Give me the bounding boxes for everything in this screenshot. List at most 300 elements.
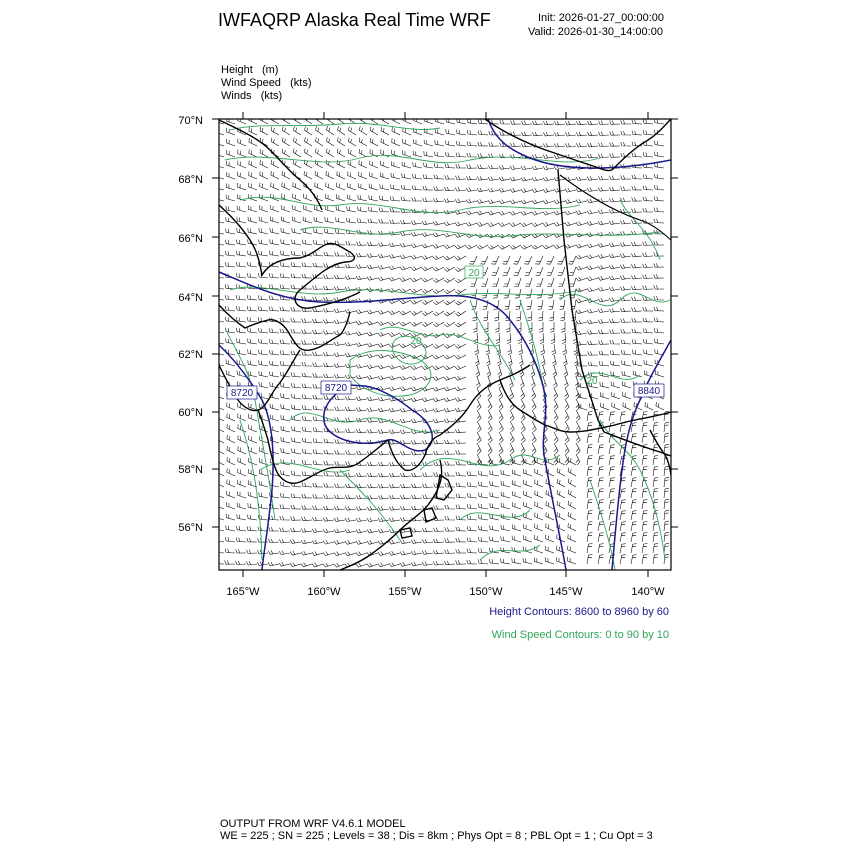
wind-barb (466, 188, 477, 192)
wind-barb (323, 297, 334, 301)
wind-barb (433, 387, 444, 391)
wind-barb (664, 422, 669, 432)
wind-barb (422, 221, 433, 225)
wind-barb (247, 295, 257, 300)
wind-barb (565, 443, 569, 454)
wind-barb (302, 340, 312, 344)
wind-barb (444, 397, 455, 401)
wind-barb (563, 355, 567, 366)
wind-barb (568, 557, 577, 564)
wind-barb (478, 526, 488, 531)
wind-barb (433, 278, 444, 282)
wind-barb (389, 365, 400, 369)
wind-barb (327, 126, 335, 135)
wind-barb (444, 256, 455, 260)
wind-barb (378, 354, 389, 358)
wind-barb (259, 360, 268, 366)
wind-barb (259, 492, 268, 498)
lon-label: 160°W (307, 586, 341, 598)
wind-barb (653, 543, 658, 553)
wind-barb (247, 538, 257, 542)
wind-barb (216, 402, 224, 410)
lon-label: 165°W (226, 586, 260, 598)
wind-barb (621, 340, 631, 344)
wind-barb (609, 522, 615, 531)
wind-barb (325, 217, 334, 223)
wind-barb (323, 517, 334, 521)
wind-barb (620, 286, 631, 290)
wind-barb (215, 161, 224, 168)
wind-barb (323, 308, 334, 312)
wind-barb (357, 218, 367, 223)
wind-barb (423, 163, 433, 168)
wind-barb (654, 274, 664, 278)
wind-barb (565, 388, 569, 399)
wind-barb (279, 539, 290, 543)
wind-barb (359, 138, 367, 146)
wind-barb (315, 148, 323, 157)
wind-barb (400, 517, 411, 521)
wind-barb (521, 421, 525, 432)
wind-barb (313, 308, 324, 312)
wind-barb (216, 392, 224, 399)
wind-barb (334, 353, 345, 357)
wind-barb (236, 537, 246, 542)
wind-barb (445, 516, 455, 520)
height-label-8720-west: 8720 (230, 388, 254, 399)
wind-barb (368, 207, 378, 212)
wind-barb (445, 538, 455, 542)
wind-barb (323, 552, 334, 556)
wind-barb (488, 200, 499, 204)
wind-barb (433, 289, 444, 294)
wind-barb (477, 222, 488, 226)
wind-barb (565, 143, 576, 147)
wind-barb (456, 472, 466, 476)
wind-barb (477, 211, 488, 215)
wind-barb (456, 549, 466, 553)
wind-barb (557, 512, 565, 520)
wind-barb (378, 563, 389, 567)
wind-barb (621, 350, 631, 355)
wind-barb (653, 488, 658, 498)
wind-barb (478, 153, 488, 157)
wind-barb (345, 364, 356, 368)
wind-barb (587, 456, 593, 466)
wind-barb (514, 278, 521, 287)
wind-barb (609, 265, 620, 269)
wind-barb (502, 256, 510, 264)
wind-barb (455, 311, 466, 316)
wind-barb (227, 403, 235, 411)
wind-barb (512, 470, 521, 477)
wind-barb (510, 223, 521, 227)
wind-barb (506, 322, 510, 332)
wind-barb (543, 166, 554, 170)
wind-barb (249, 436, 257, 443)
wind-barb (642, 522, 648, 532)
wind-barb (554, 410, 558, 421)
wind-barb (282, 126, 290, 135)
wind-barb (313, 240, 323, 245)
wind-barb (478, 142, 488, 146)
wind-barb (508, 344, 512, 355)
wind-barb (455, 322, 466, 327)
wind-barb (291, 285, 301, 289)
wind-barb (456, 494, 466, 498)
wind-barb (513, 256, 521, 264)
wind-barb (654, 263, 664, 267)
wind-barb (568, 534, 576, 542)
wind-barb (547, 278, 554, 287)
wind-barb (653, 521, 658, 531)
wind-barb (334, 286, 345, 290)
wind-barb (620, 555, 626, 564)
wind-barb (433, 300, 444, 305)
wind-barb (334, 552, 345, 556)
wind-barb (524, 469, 533, 476)
wind-barb (313, 330, 324, 334)
wind-barb (467, 504, 477, 509)
wind-barb (434, 505, 444, 509)
wind-barb (600, 382, 609, 388)
wind-barb (642, 423, 648, 433)
wind-barb (367, 462, 378, 466)
wind-barb (610, 361, 620, 366)
lat-label: 56°N (178, 522, 203, 534)
wind-barb (236, 306, 246, 311)
wind-barb (509, 377, 513, 388)
wind-barb (293, 182, 301, 190)
wind-barb (558, 278, 565, 287)
wind-barb (499, 211, 510, 215)
wind-barb (523, 535, 532, 542)
wind-barb (476, 377, 480, 388)
wind-barb (488, 399, 492, 410)
wind-barb (510, 188, 521, 192)
wind-barb (621, 319, 631, 323)
wind-barb (282, 171, 290, 179)
wind-barb (588, 132, 599, 136)
wind-barb (522, 121, 533, 125)
wind-barb (271, 160, 279, 168)
wind-barb (512, 547, 521, 553)
wind-barb (302, 330, 312, 334)
wind-barb (369, 184, 378, 190)
wind-barb (433, 440, 444, 444)
wind-barb (302, 384, 312, 388)
wind-barb (345, 495, 356, 499)
wind-barb (512, 491, 521, 498)
wind-barb (632, 209, 642, 213)
wind-barb (653, 455, 658, 465)
wind-barb (411, 528, 422, 532)
wind-barb (269, 328, 279, 333)
wind-barb (444, 245, 455, 249)
wind-barb (411, 387, 422, 391)
wind-barb (323, 352, 334, 356)
wind-barb (588, 341, 599, 345)
wind-barb (543, 121, 554, 125)
wind-barb (227, 117, 236, 124)
wind-barb (598, 456, 604, 465)
wind-barb (433, 267, 444, 271)
wind-barb (323, 529, 334, 533)
wind-barb (302, 319, 312, 323)
wind-barb (642, 456, 648, 466)
wind-barb (411, 255, 422, 259)
wind-barb (533, 121, 544, 125)
wind-barb (269, 307, 279, 312)
wind-label-20-a: 20 (468, 268, 480, 279)
wind-barb (620, 533, 626, 542)
wind-barb (424, 140, 433, 146)
wind-barb (477, 399, 481, 410)
wind-barb (280, 493, 290, 498)
wind-barb (346, 473, 357, 477)
wind-barb (259, 382, 268, 388)
wind-barb (466, 245, 477, 249)
wind-barb (389, 333, 400, 337)
wind-barb (587, 434, 593, 444)
wind-barb (576, 210, 587, 214)
wind-barb (456, 176, 467, 180)
wind-barb (381, 138, 389, 146)
wind-barb (227, 413, 235, 421)
wind-barb (324, 450, 334, 454)
wind-barb (336, 217, 345, 223)
wind-barb (281, 239, 290, 245)
wind-barb (237, 503, 246, 509)
wind-barb (621, 308, 632, 312)
wind-barb (304, 148, 312, 157)
wind-barb (543, 188, 554, 192)
wind-barb (359, 149, 367, 157)
wind-barb (543, 222, 554, 226)
init-time: Init: 2026-01-27_00:00:00 (538, 12, 664, 24)
wind-barb (348, 149, 356, 157)
wind-barb (291, 394, 301, 399)
wind-barb (359, 160, 367, 168)
wind-barb (302, 460, 312, 465)
wind-barb (335, 396, 346, 400)
wind-barb (315, 137, 323, 146)
wind-barb (501, 536, 510, 542)
wind-barb (400, 220, 411, 224)
wind-barb (576, 244, 587, 248)
wind-barb (367, 265, 378, 269)
wind-barb (334, 320, 345, 324)
wind-barb (478, 548, 488, 553)
wind-barb (270, 404, 279, 410)
wind-barb (378, 484, 389, 488)
wind-barb (302, 351, 312, 355)
wind-barb (357, 473, 368, 477)
wind-barb (433, 408, 444, 412)
wind-barb (290, 551, 301, 555)
wind-barb (444, 344, 455, 348)
wind-barb (576, 132, 587, 136)
wind-barb (238, 117, 246, 124)
wind-barb (491, 256, 499, 264)
wind-barb (260, 149, 268, 157)
wind-barb (598, 254, 609, 258)
wind-barb (565, 410, 569, 421)
wind-barb (400, 551, 411, 555)
wind-barb (367, 276, 378, 280)
wind-barb (557, 256, 565, 264)
lat-label: 58°N (178, 464, 203, 476)
wind-barb (568, 512, 576, 520)
wind-barb (456, 440, 466, 444)
wind-barb (413, 151, 422, 157)
wind-barb (643, 264, 654, 268)
wind-barb (568, 490, 576, 498)
wind-barb (546, 512, 554, 520)
wind-barb (547, 267, 554, 275)
wind-barb (546, 546, 555, 553)
wind-barb (512, 525, 521, 532)
wind-barb (664, 521, 669, 531)
wind-barb (292, 449, 301, 455)
wind-barb (599, 143, 610, 147)
wind-barb (359, 172, 367, 179)
wind-barb (598, 330, 609, 334)
wind-barb (587, 210, 598, 214)
wind-barb (313, 319, 324, 323)
wind-barb (654, 152, 664, 157)
wind-barb (456, 560, 466, 564)
wind-barb (499, 443, 503, 454)
wind-barb (402, 173, 411, 179)
wind-barb (477, 443, 481, 454)
wind-barb (543, 132, 554, 136)
wind-barb (345, 396, 356, 400)
wind-barb (488, 165, 499, 169)
wind-barb (656, 402, 664, 410)
wind-barb (434, 528, 445, 532)
wind-barb (435, 140, 444, 146)
wind-barb (249, 160, 257, 168)
wind-barb (271, 182, 279, 190)
wind-barb (422, 376, 433, 380)
wind-barb (226, 514, 235, 520)
wind-barb (609, 243, 620, 247)
wind-barb (367, 397, 378, 401)
wind-barb (433, 256, 444, 260)
wind-barb (411, 539, 422, 543)
wind-barb (445, 152, 455, 157)
wind-barb (565, 199, 576, 203)
wind-barb (281, 404, 290, 410)
wind-barb (215, 128, 224, 135)
axis-ticks (212, 112, 678, 577)
wind-barb (216, 413, 224, 421)
wind-barb (587, 467, 593, 477)
wind-barb (248, 228, 257, 234)
wind-barb (259, 469, 268, 476)
wind-barb (370, 161, 378, 168)
wind-barb (467, 493, 477, 498)
wind-barb (324, 483, 334, 487)
wind-barb (389, 254, 400, 258)
wind-barb (609, 511, 615, 520)
wind-barb (389, 551, 400, 555)
wind-barb (445, 505, 455, 509)
wind-barb (599, 132, 610, 136)
wind-barb (444, 198, 455, 202)
wind-barb (259, 251, 269, 256)
wind-barb (623, 402, 631, 410)
wind-barb (280, 383, 290, 388)
wind-barb (269, 516, 279, 520)
wind-barb (249, 458, 257, 465)
wind-barb (631, 500, 637, 509)
wind-barb (576, 410, 580, 421)
wind-barb (587, 489, 593, 499)
wind-barb (412, 484, 423, 488)
wind-barb (216, 502, 224, 509)
wind-barb (499, 200, 510, 204)
wind-barb (510, 166, 521, 170)
wind-barb (481, 278, 488, 287)
wind-barb (610, 330, 620, 334)
wind-barb (334, 563, 345, 567)
wind-barb (558, 267, 565, 275)
wind-barb (247, 273, 257, 278)
wind-barb (389, 495, 400, 499)
wind-barb (301, 528, 312, 532)
wind-barb (500, 120, 510, 124)
wind-barb (423, 198, 434, 202)
lat-label: 62°N (178, 349, 203, 361)
wind-barb (466, 199, 477, 203)
wind-barb (510, 443, 514, 454)
wind-barb (400, 562, 411, 566)
wind-barb (565, 421, 569, 432)
wind-barb (337, 183, 345, 190)
wind-barb (358, 195, 367, 201)
wind-barb (577, 352, 588, 356)
wind-barb (292, 437, 301, 443)
wind-barb (378, 429, 389, 433)
wind-barb (225, 251, 235, 256)
wind-barb (521, 399, 525, 410)
wind-barb (587, 412, 593, 422)
wind-barb (226, 502, 235, 509)
wind-barb (258, 328, 268, 333)
wind-barb (348, 172, 356, 180)
wind-barb (444, 419, 455, 423)
wind-barb (488, 443, 492, 454)
wind-barb (653, 422, 658, 432)
wind-barb (609, 412, 615, 421)
wind-barb (389, 344, 400, 348)
wind-barb (654, 219, 664, 223)
wind-barb (563, 344, 567, 355)
wind-barb (280, 528, 290, 532)
wind-barb (531, 366, 535, 377)
wind-barb (632, 308, 642, 312)
wind-barb (622, 371, 631, 377)
wind-barb (313, 352, 324, 356)
wind-barb (598, 176, 609, 180)
wind-barb (336, 206, 345, 212)
wind-barb (434, 462, 444, 466)
wind-barb (498, 366, 502, 377)
wind-barb (302, 240, 312, 245)
wind-barb (488, 245, 499, 249)
